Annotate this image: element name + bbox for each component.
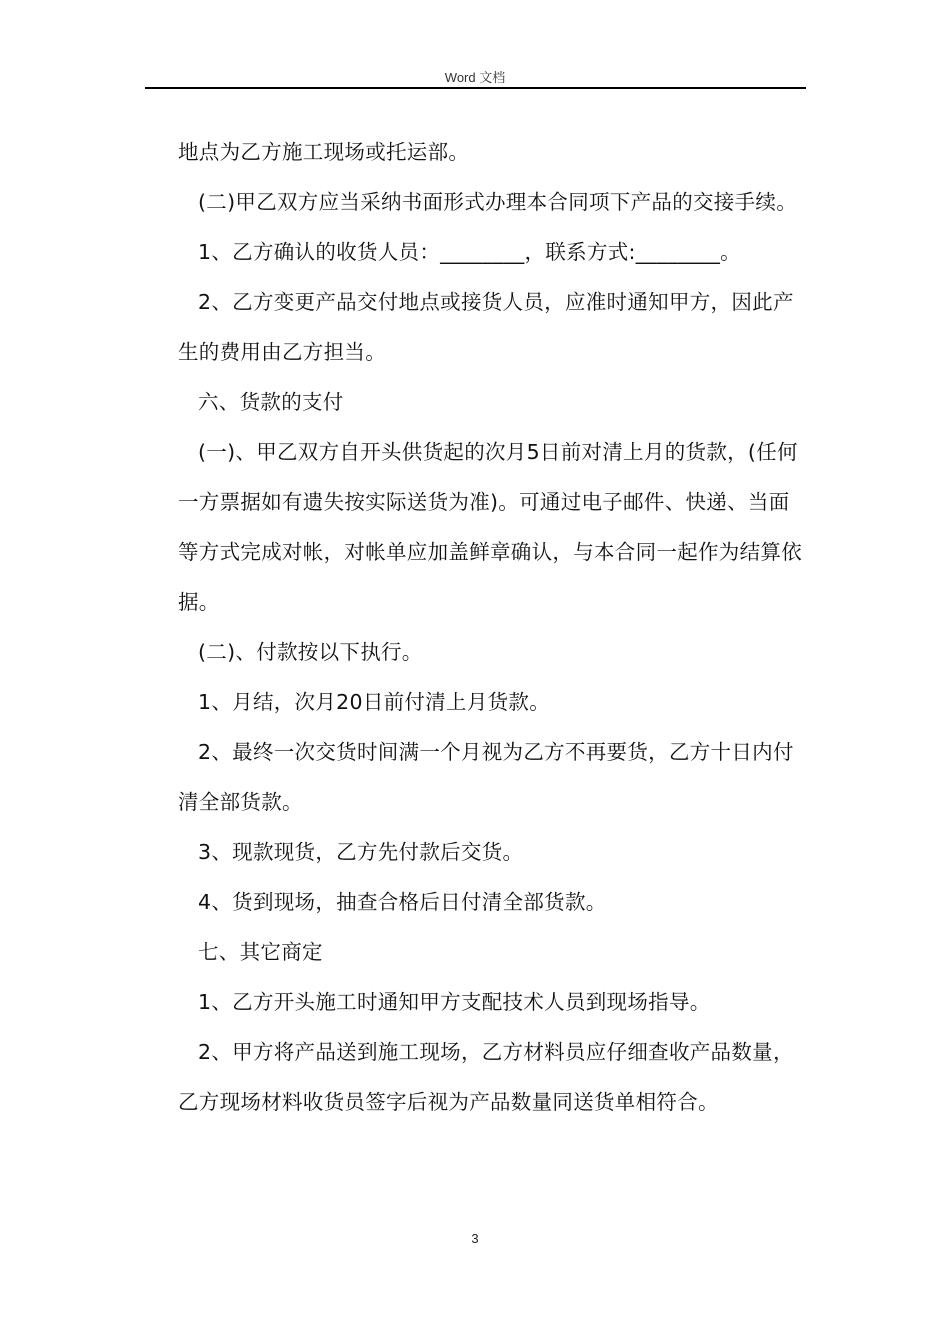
paragraph-delivery-location: 地点为乙方施工现场或托运部。 — [178, 140, 470, 164]
paragraph-reconciliation: (一)、甲乙双方自开头供货起的次月5日前对清上月的货款，(任何一方票据如有遗失按实际送货为准)。可通过电子邮件、快递、当面等方式完成对帐，对帐单应加盖鲜章确认，与本合同一起作为结算依据。 — [178, 440, 802, 614]
page-header: Word 文档 — [444, 70, 506, 85]
paragraph-change-notice: 2、乙方变更产品交付地点或接货人员，应准时通知甲方，因此产生的费用由乙方担当。 — [178, 290, 794, 364]
list-item-cash: 3、现款现货，乙方先付款后交货。 — [198, 840, 524, 864]
list-item-technician: 1、乙方开头施工时通知甲方支配技术人员到现场指导。 — [198, 990, 711, 1014]
header-divider — [145, 87, 806, 89]
paragraph-handover-procedure: (二)甲乙双方应当采纳书面形式办理本合同项下产品的交接手续。 — [198, 190, 797, 214]
list-item-acceptance: 2、甲方将产品送到施工现场，乙方材料员应仔细查收产品数量，乙方现场材料收货员签字后视为产品数量同送货单相符合。 — [178, 1040, 794, 1114]
list-item-inspection: 4、货到现场，抽查合格后日付清全部货款。 — [198, 890, 607, 914]
paragraph-receiver-contact: 1、乙方确认的收货人员：________，联系方式:________。 — [198, 240, 741, 264]
section-heading-other: 七、其它商定 — [198, 940, 323, 964]
page-number: 3 — [471, 1231, 479, 1246]
document-body — [178, 127, 808, 1127]
list-item-monthly: 1、月结，次月20日前付清上月货款。 — [198, 690, 551, 714]
paragraph-payment-terms: (二)、付款按以下执行。 — [198, 640, 423, 664]
list-item-last-delivery: 2、最终一次交货时间满一个月视为乙方不再要货，乙方十日内付清全部货款。 — [178, 740, 794, 814]
section-heading-payment: 六、货款的支付 — [198, 390, 344, 414]
